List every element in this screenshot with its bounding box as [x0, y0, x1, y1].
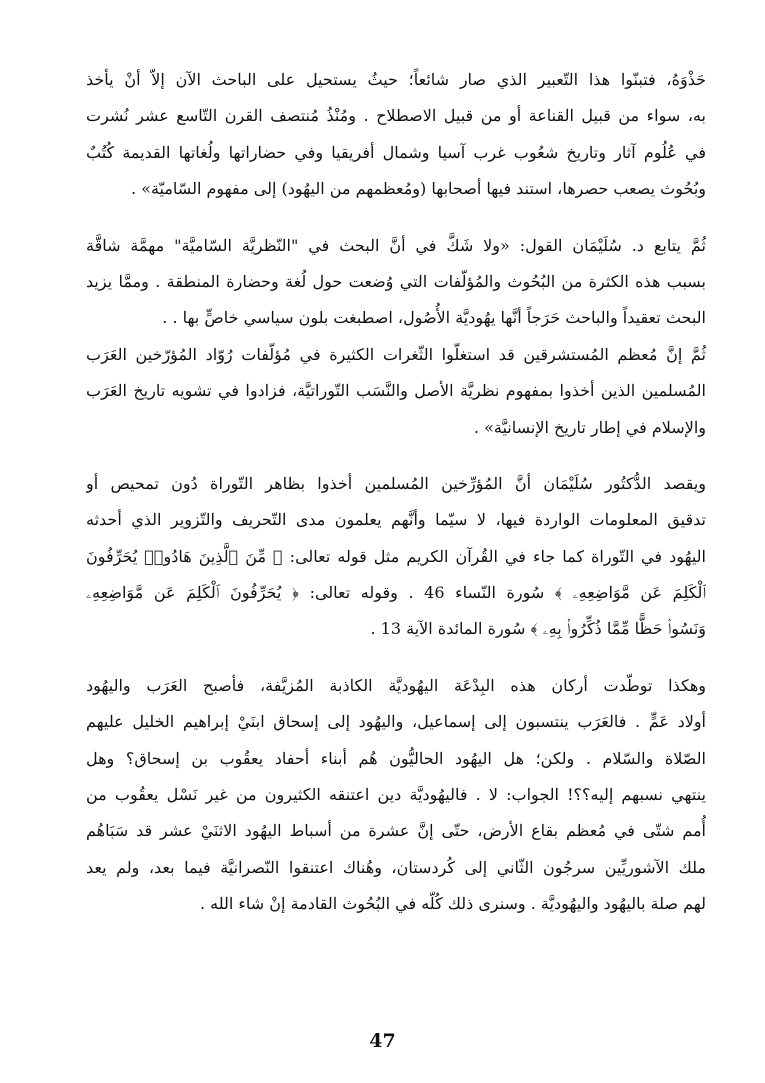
text-line: ٱلْكَلِمَ عَن مَّوَاضِعِهِۦ ﴾ سُورة النّساء 46 . وقوله تعالى: ﴿ يُحَرِّفُونَ ٱلْكَلِمَ عَن مَّوَاضِعِهِۦ: [86, 583, 706, 603]
text-line: وهكذا توطّدت أركان هذه البِدْعَة اليهُوديَّة الكاذبة المُزيَّفة، فأصبح العَرَب واليهُود: [86, 675, 706, 695]
page-number: 47: [369, 1030, 396, 1052]
paragraph-3: [86, 466, 706, 648]
text-line: ويقصد الدُّكتُور سُلَيْمَان أنَّ المُؤرِّخين المُسلمين أخذوا بظاهر التّوراة دُون تمحيص أو: [86, 473, 706, 493]
text-line: البحث تعقيداً والباحث حَرَجاً أنَّها يهُوديَّة الأُصُول، اصطبغت بلون سياسي خاصٍّ بها . .: [162, 308, 706, 328]
text-line: ملك الآشوريِّين سرجُون الثّاني إلى كُردستان، وهُناك اعتنقوا النّصرانيَّة فيما بعد، ولم يعد: [86, 857, 706, 877]
text-line: بسبب هذه الكثرة من البُحُوث والمُؤلّفات التي وُضعت حول لُغة وحضارة المنطقة . وممَّا يزيد: [86, 271, 706, 291]
text-line: أُمم شتّى في مُعظم بقاع الأرض، حتّى إنَّ عشرة من أسباط اليهُود الاثنَيْ عشر قد سَبَاهُم: [86, 821, 706, 841]
text-line: وبُحُوث يصعب حصرها، استند فيها أصحابها (ومُعظمهم من اليهُود) إلى مفهوم السّاميّة» .: [130, 179, 706, 199]
text-line: به، سواء من قبيل القناعة أو من قبيل الاصطلاح . ومُنْذُ مُنتصف القرن التّاسع عشر نُشرت: [86, 106, 706, 126]
text-line: حَذْوَهُ، فتبنّوا هذا التّعبير الذي صار شائعاً؛ حيثُ يستحيل على الباحث الآن إلاّ أنْ يأخذ: [86, 70, 706, 89]
paragraph-4: [86, 668, 706, 923]
text-line: في عُلُوم آثار وتاريخ شعُوب غرب آسيا وشمال أفريقيا وفي حضاراتها ولُغاتها القديمة كُتُبٌ: [86, 142, 706, 162]
text-line: لهم صلة باليهُود واليهُوديَّة . وسنرى ذلك كُلّه في البُحُوث القادمة إنْ شاء الله .: [199, 894, 706, 914]
page-body: [86, 62, 706, 943]
text-line: ينتهي نسبهم إليه؟؟! الجواب: لا . فاليهُوديَّة دين اعتنقه الكثيرون من غير نَسْل يعقُوب من: [86, 785, 706, 805]
text-line: ثُمَّ يتابع د. سُلَيْمَان القول: «ولا شَكَّ في أنَّ البحث في "النّظريَّة السّاميَّة" مهمَّة شاقَّة: [86, 235, 706, 255]
text-line: أولاد عَمٍّ . فالعَرَب ينتسبون إلى إسماعيل، واليهُود إلى إسحاق ابنَيْ إبراهيم الخليل عليهم: [86, 712, 706, 732]
text-line: المُسلمين الذين أخذوا بمفهوم نظريَّة الأصل والنَّسَب التّوراتيَّة، فزادوا في تشويه تاريخ العَرَب: [86, 381, 706, 401]
text-line: الصّلاة والسّلام . ولكن؛ هل اليهُود الحاليُّون هُم أبناء أحفاد يعقُوب بن إسحاق؟ وهل: [86, 748, 706, 768]
paragraph-1: [86, 62, 706, 208]
text-line: اليهُود في التّوراة كما جاء في القُرآن الكريم مثل قوله تعالى: ﴿ مِّنَ ٱلَّذِينَ هَادُوا۟ يُحَرِّفُونَ: [86, 546, 706, 566]
paragraph-2: [86, 228, 706, 446]
text-line: وَنَسُوا۟ حَظًّا مِّمَّا ذُكِّرُوا۟ بِهِۦ ﴾ سُورة المائدة الآية 13 .: [370, 619, 706, 639]
text-line: ثُمَّ إنَّ مُعظم المُستشرقين قد استغلّوا الثّغرات الكثيرة في مُؤلّفات رُوّاد المُؤرّخين العَرَب: [86, 344, 706, 364]
text-line: تدقيق المعلومات الواردة فيها، لا سيّما وأنَّهم يعلمون مدى التّحريف والتّزوير الذي أحدثه: [86, 510, 706, 530]
text-line: والإسلام في إطار تاريخ الإنسانيَّة» .: [473, 417, 706, 437]
